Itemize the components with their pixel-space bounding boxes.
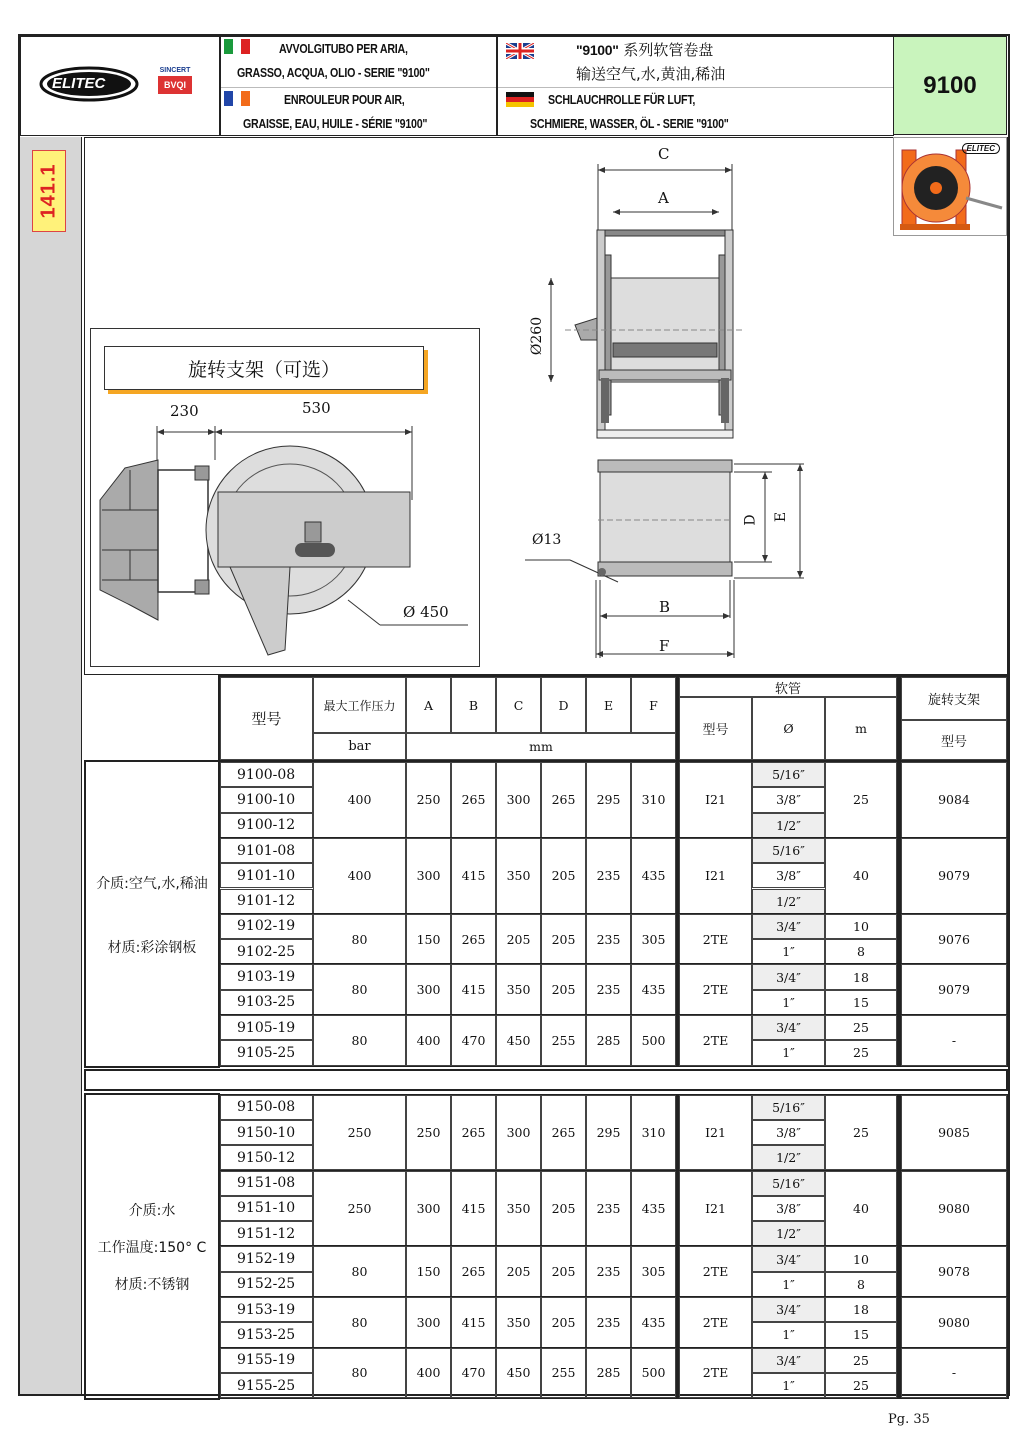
group2-block-4-dim-b: 415 (451, 1297, 496, 1348)
group2-block-5-hose-type: 2TE (679, 1348, 752, 1399)
flag-uk (506, 43, 534, 59)
dim-230: 230 (170, 402, 199, 420)
group1-material: 材质:彩涂钢板 (107, 939, 197, 956)
header-swivel-type: 型号 (901, 720, 1007, 760)
group2-block-5-dim-a: 400 (406, 1348, 451, 1399)
group1-block-4-hose-m-1: 18 (825, 964, 897, 989)
group1-block-3-hose-type: 2TE (679, 914, 752, 965)
fr-line1: ENROULEUR POUR AIR, (284, 92, 405, 107)
dim-530: 530 (302, 399, 331, 417)
dim-D: D (742, 514, 759, 526)
group1-block-5-model-1: 9105-19 (220, 1015, 313, 1040)
group1-block-3-dim-a: 150 (406, 914, 451, 965)
group2-block-5-model-2: 9155-25 (220, 1373, 313, 1398)
group1-block-5-dim-c: 450 (496, 1015, 541, 1066)
page-code-badge (32, 150, 66, 232)
cn-line2: 输送空气,水,黄油,稀油 (576, 65, 726, 83)
group1-block-4-dim-e: 235 (586, 964, 631, 1015)
header-model: 型号 (220, 677, 313, 760)
group2-block-4-dim-a: 300 (406, 1297, 451, 1348)
group2-temp: 工作温度:150° C (97, 1240, 207, 1257)
group2-block-1-hose-m: 25 (825, 1095, 897, 1171)
header-pressure: 最大工作压力 (313, 677, 406, 733)
group2-block-5-dim-b: 470 (451, 1348, 496, 1399)
group1-block-4-model-2: 9103-25 (220, 990, 313, 1015)
group1-block-1-dim-a: 250 (406, 762, 451, 838)
group1-block-4-hose-type: 2TE (679, 964, 752, 1015)
cn-title: 系列软管卷盘 (618, 41, 714, 59)
bracket-title: 旋转支架（可选） (187, 358, 340, 381)
group2-block-3-model-1: 9152-19 (220, 1246, 313, 1271)
group1-block-3-dim-d: 205 (541, 914, 586, 965)
group2-block-4-hose-m-2: 15 (825, 1322, 897, 1347)
header-dim-f: F (631, 677, 676, 733)
group2-block-1-dim-f: 310 (631, 1095, 676, 1171)
group1-block-3-dim-e: 235 (586, 914, 631, 965)
group1-block-1-hose-dia-3: 1/2″ (752, 813, 825, 838)
group2-block-5-hose-dia-1: 3/4″ (752, 1348, 825, 1373)
group1-block-2-model-3: 9101-12 (220, 889, 313, 914)
header-dim-b: B (451, 677, 496, 733)
group2-block-2-swivel: 9080 (901, 1171, 1007, 1247)
group1-block-2-dim-c: 350 (496, 838, 541, 914)
group1-block-5-hose-dia-2: 1″ (752, 1040, 825, 1065)
group2-block-2-hose-dia-2: 3/8″ (752, 1196, 825, 1221)
group2-block-2-model-1: 9151-08 (220, 1171, 313, 1196)
group2-block-1-hose-type: I21 (679, 1095, 752, 1171)
header-cn-de (497, 36, 894, 136)
group1-block-3-pressure: 80 (313, 914, 406, 965)
dim-F: F (659, 637, 670, 655)
group1-block-2-dim-a: 300 (406, 838, 451, 914)
header-hose-type: 型号 (679, 697, 752, 760)
group1-block-2-hose-m: 40 (825, 838, 897, 914)
group1-block-5-dim-e: 285 (586, 1015, 631, 1066)
group2-block-1-hose-dia-2: 3/8″ (752, 1120, 825, 1145)
header-swivel: 旋转支架 (901, 677, 1007, 720)
group2-block-3-hose-dia-2: 1″ (752, 1272, 825, 1297)
group1-block-4-dim-a: 300 (406, 964, 451, 1015)
group2-block-5-hose-m-1: 25 (825, 1348, 897, 1373)
group1-block-3-model-1: 9102-19 (220, 914, 313, 939)
group1-block-1-hose-type: I21 (679, 762, 752, 838)
dim-E: E (773, 511, 790, 523)
group2-block-2-dim-f: 435 (631, 1171, 676, 1247)
group1-block-1-model-2: 9100-10 (220, 787, 313, 812)
group1-block-1-swivel: 9084 (901, 762, 1007, 838)
group1-block-4-hose-dia-2: 1″ (752, 990, 825, 1015)
group2-block-4-dim-f: 435 (631, 1297, 676, 1348)
group1-block-2-dim-d: 205 (541, 838, 586, 914)
group2-block-1-model-2: 9150-10 (220, 1120, 313, 1145)
group2-block-5-model-1: 9155-19 (220, 1348, 313, 1373)
group2-block-5-dim-c: 450 (496, 1348, 541, 1399)
group1-block-5-model-2: 9105-25 (220, 1040, 313, 1065)
group2-block-3-dim-f: 305 (631, 1246, 676, 1297)
dim-C: C (658, 145, 670, 163)
group1-block-3-dim-b: 265 (451, 914, 496, 965)
photo-brand: ELITEC (962, 143, 1000, 154)
group2-block-5-pressure: 80 (313, 1348, 406, 1399)
group2-block-1-dim-d: 265 (541, 1095, 586, 1171)
group2-block-1-dim-b: 265 (451, 1095, 496, 1171)
header-hose-dia: Ø (752, 697, 825, 760)
fr-line2: GRAISSE, EAU, HUILE - SÉRIE "9100" (243, 116, 428, 131)
dim-A: A (658, 189, 669, 207)
dim-13: Ø13 (532, 532, 562, 548)
group1-block-5-dim-f: 500 (631, 1015, 676, 1066)
bracket-drawing (90, 400, 480, 660)
group2-medium: 介质:水 (128, 1203, 176, 1220)
group2-block-4-model-1: 9153-19 (220, 1297, 313, 1322)
group1-block-5-hose-type: 2TE (679, 1015, 752, 1066)
group2-block-2-hose-m: 40 (825, 1171, 897, 1247)
group1-block-2-hose-dia-2: 3/8″ (752, 863, 825, 888)
header-bar: bar (313, 733, 406, 760)
group2-block-5-dim-e: 285 (586, 1348, 631, 1399)
header-hose-m: m (825, 697, 897, 760)
group2-block-2-hose-type: I21 (679, 1171, 752, 1247)
group1-block-3-hose-dia-2: 1″ (752, 939, 825, 964)
bracket-title-box (104, 346, 424, 390)
header-dim-e: E (586, 677, 631, 733)
group2-block-5-dim-f: 500 (631, 1348, 676, 1399)
flag-it (224, 39, 250, 54)
group1-block-3-swivel: 9076 (901, 914, 1007, 965)
group1-block-1-hose-dia-1: 5/16″ (752, 762, 825, 787)
group2-block-5-hose-m-2: 25 (825, 1373, 897, 1398)
header-dim-c: C (496, 677, 541, 733)
group1-block-2-dim-e: 235 (586, 838, 631, 914)
group2-block-2-dim-e: 235 (586, 1171, 631, 1247)
group2-block-2-model-2: 9151-10 (220, 1196, 313, 1221)
group2-block-2-dim-a: 300 (406, 1171, 451, 1247)
group1-block-2-hose-dia-1: 5/16″ (752, 838, 825, 863)
cert-top: SINCERT (159, 67, 191, 74)
header-hose: 软管 (679, 677, 897, 697)
group2-block-4-model-2: 9153-25 (220, 1322, 313, 1347)
group1-block-3-hose-dia-1: 3/4″ (752, 914, 825, 939)
flag-fr (224, 91, 250, 106)
group2-block-4-hose-dia-2: 1″ (752, 1322, 825, 1347)
group1-block-4-hose-dia-1: 3/4″ (752, 964, 825, 989)
group2-block-2-pressure: 250 (313, 1171, 406, 1247)
group2-block-3-pressure: 80 (313, 1246, 406, 1297)
flag-de (506, 92, 534, 107)
group2-block-1-model-1: 9150-08 (220, 1095, 313, 1120)
group2-block-5-hose-dia-2: 1″ (752, 1373, 825, 1398)
header-mm: mm (406, 733, 676, 760)
group2-block-1-pressure: 250 (313, 1095, 406, 1171)
group1-block-3-hose-m-1: 10 (825, 914, 897, 939)
group1-block-1-hose-m: 25 (825, 762, 897, 838)
group1-block-2-model-2: 9101-10 (220, 863, 313, 888)
header-dim-d: D (541, 677, 586, 733)
group1-block-3-hose-m-2: 8 (825, 939, 897, 964)
group2-block-1-dim-e: 295 (586, 1095, 631, 1171)
group2-block-3-dim-d: 205 (541, 1246, 586, 1297)
group2-block-1-model-3: 9150-12 (220, 1145, 313, 1170)
cert-logo (158, 67, 192, 101)
group1-block-2-hose-type: I21 (679, 838, 752, 914)
group2-block-5-dim-d: 255 (541, 1348, 586, 1399)
group1-block-4-dim-b: 415 (451, 964, 496, 1015)
group1-medium: 介质:空气,水,稀油 (96, 875, 208, 892)
group1-block-4-dim-d: 205 (541, 964, 586, 1015)
group2-block-4-hose-type: 2TE (679, 1297, 752, 1348)
group2-block-1-dim-c: 300 (496, 1095, 541, 1171)
dim-260: Ø260 (529, 316, 546, 356)
group1-block-1-dim-f: 310 (631, 762, 676, 838)
group1-block-5-swivel: - (901, 1015, 1007, 1066)
group1-block-2-hose-dia-3: 1/2″ (752, 889, 825, 914)
group2-block-2-dim-c: 350 (496, 1171, 541, 1247)
group2-block-3-hose-dia-1: 3/4″ (752, 1246, 825, 1271)
group2-block-3-dim-a: 150 (406, 1246, 451, 1297)
group1-block-4-pressure: 80 (313, 964, 406, 1015)
group1-block-5-dim-d: 255 (541, 1015, 586, 1066)
group2-block-3-model-2: 9152-25 (220, 1272, 313, 1297)
group2-block-3-hose-type: 2TE (679, 1246, 752, 1297)
group2-block-2-dim-d: 205 (541, 1171, 586, 1247)
dim-B: B (659, 598, 671, 616)
group1-block-2-dim-b: 415 (451, 838, 496, 914)
group-separator (84, 1069, 1008, 1091)
group2-block-1-dim-a: 250 (406, 1095, 451, 1171)
group1-block-1-dim-d: 265 (541, 762, 586, 838)
it-line2: GRASSO, ACQUA, OLIO - SERIE "9100" (237, 65, 430, 80)
group2-block-2-hose-dia-1: 5/16″ (752, 1171, 825, 1196)
group2-block-3-hose-m-1: 10 (825, 1246, 897, 1271)
group1-block-4-swivel: 9079 (901, 964, 1007, 1015)
group1-block-1-pressure: 400 (313, 762, 406, 838)
group1-block-4-dim-c: 350 (496, 964, 541, 1015)
group2-block-3-dim-c: 205 (496, 1246, 541, 1297)
group2-block-3-dim-e: 235 (586, 1246, 631, 1297)
group2-block-3-swivel: 9078 (901, 1246, 1007, 1297)
de-line1: SCHLAUCHROLLE FÜR LUFT, (548, 92, 696, 107)
group1-block-2-pressure: 400 (313, 838, 406, 914)
group2-block-5-swivel: - (901, 1348, 1007, 1399)
it-line1: AVVOLGITUBO PER ARIA, (279, 41, 408, 56)
group2-block-4-dim-d: 205 (541, 1297, 586, 1348)
left-strip (20, 137, 82, 1394)
header-dim-a: A (406, 677, 451, 733)
group2-block-2-dim-b: 415 (451, 1171, 496, 1247)
group1-block-5-hose-dia-1: 3/4″ (752, 1015, 825, 1040)
page-number: Pg. 35 (888, 1412, 930, 1427)
brand-text: ELITEC (52, 75, 106, 92)
group1-block-2-swivel: 9079 (901, 838, 1007, 914)
group1-block-1-dim-c: 300 (496, 762, 541, 838)
dim-450: Ø 450 (403, 603, 449, 621)
group1-block-5-dim-a: 400 (406, 1015, 451, 1066)
group1-side-frame (84, 760, 220, 1068)
group2-material: 材质:不锈钢 (114, 1277, 190, 1294)
group1-block-1-dim-b: 265 (451, 762, 496, 838)
group1-block-5-dim-b: 470 (451, 1015, 496, 1066)
group2-block-3-hose-m-2: 8 (825, 1272, 897, 1297)
group1-block-5-hose-m-2: 25 (825, 1040, 897, 1065)
group1-block-1-hose-dia-2: 3/8″ (752, 787, 825, 812)
group2-block-2-model-3: 9151-12 (220, 1221, 313, 1246)
group1-block-1-model-1: 9100-08 (220, 762, 313, 787)
group1-block-1-dim-e: 295 (586, 762, 631, 838)
group2-block-4-dim-e: 235 (586, 1297, 631, 1348)
group2-block-1-hose-dia-3: 1/2″ (752, 1145, 825, 1170)
page-code: 141.1 (37, 163, 60, 219)
de-line2: SCHMIERE, WASSER, ÖL - SERIE "9100" (530, 116, 729, 131)
group1-block-4-hose-m-2: 15 (825, 990, 897, 1015)
group2-block-4-swivel: 9080 (901, 1297, 1007, 1348)
group1-block-3-dim-c: 205 (496, 914, 541, 965)
cn-series: "9100" (576, 42, 619, 58)
group1-block-2-model-1: 9101-08 (220, 838, 313, 863)
group1-block-1-model-3: 9100-12 (220, 813, 313, 838)
group1-block-5-pressure: 80 (313, 1015, 406, 1066)
group2-block-1-swivel: 9085 (901, 1095, 1007, 1171)
group1-block-3-dim-f: 305 (631, 914, 676, 965)
model-badge: 9100 (893, 36, 1007, 135)
cn-line1 (576, 39, 713, 60)
header-it-fr (220, 36, 497, 136)
group1-block-4-dim-f: 435 (631, 964, 676, 1015)
group2-block-4-dim-c: 350 (496, 1297, 541, 1348)
group2-block-1-hose-dia-1: 5/16″ (752, 1095, 825, 1120)
group1-block-3-model-2: 9102-25 (220, 939, 313, 964)
group1-block-4-model-1: 9103-19 (220, 964, 313, 989)
group1-block-2-dim-f: 435 (631, 838, 676, 914)
product-photo (893, 137, 1007, 236)
logo-box (20, 36, 220, 136)
group2-block-3-dim-b: 265 (451, 1246, 496, 1297)
group2-block-4-pressure: 80 (313, 1297, 406, 1348)
reel-top-view (520, 458, 820, 658)
group2-block-2-hose-dia-3: 1/2″ (752, 1221, 825, 1246)
cert-bottom: BVQI (158, 76, 192, 94)
group2-block-4-hose-dia-1: 3/4″ (752, 1297, 825, 1322)
group1-block-5-hose-m-1: 25 (825, 1015, 897, 1040)
group2-block-4-hose-m-1: 18 (825, 1297, 897, 1322)
